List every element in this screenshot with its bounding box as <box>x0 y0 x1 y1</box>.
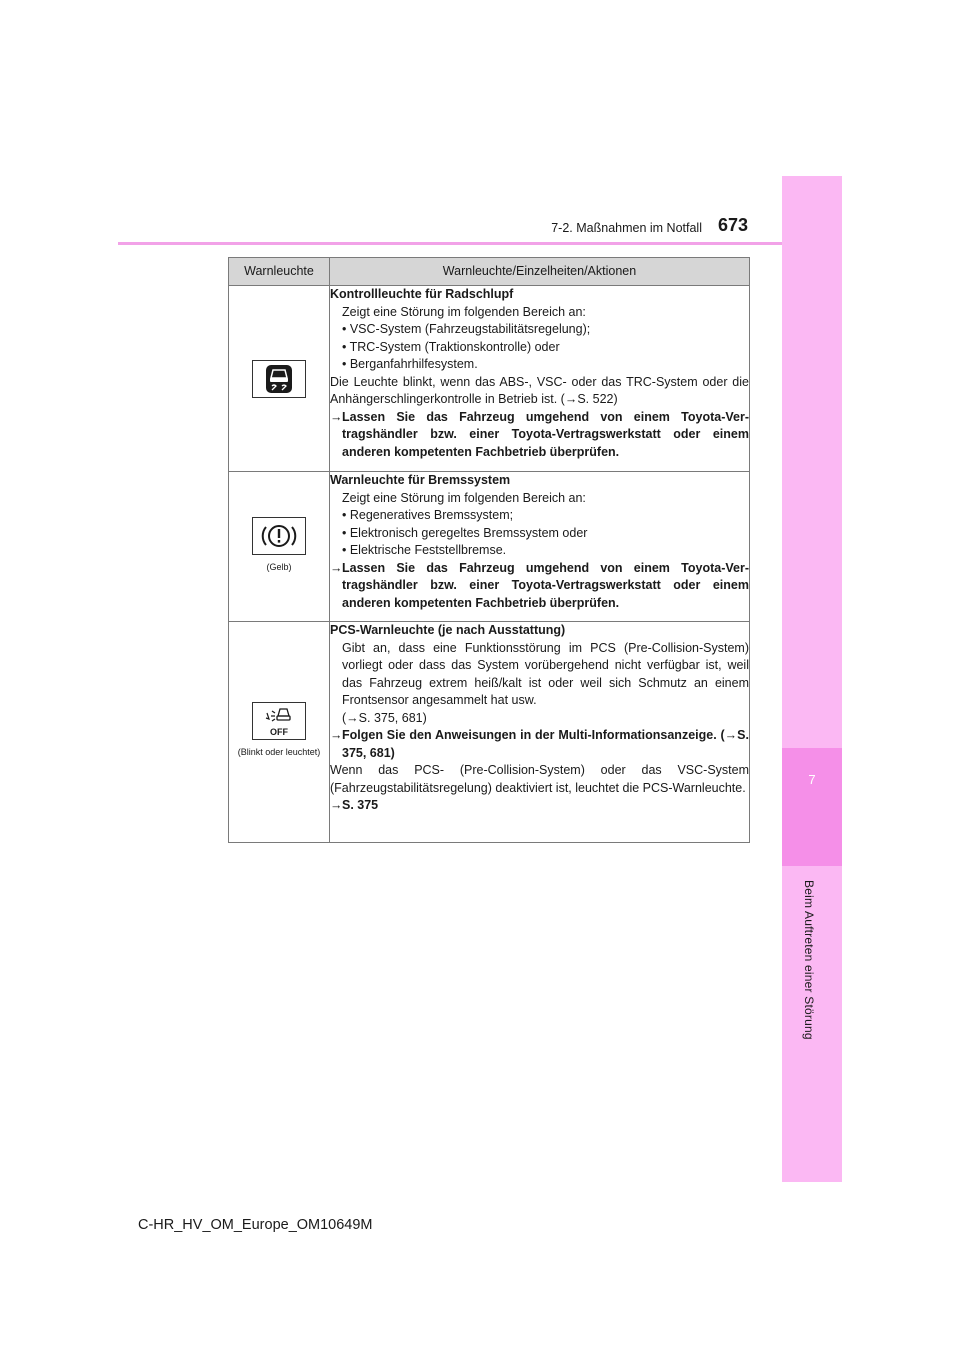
warning-light-table <box>228 257 750 843</box>
row-intro: Zeigt eine Störung im folgenden Bereich an: <box>342 490 586 505</box>
brake-system-warning-icon <box>252 517 306 555</box>
chapter-side-tab-active <box>782 748 842 866</box>
row-final-text: S. 375 <box>342 798 379 812</box>
row-reference: (→S. 375, 681) <box>342 710 427 725</box>
list-item: • TRC-System (Traktionskontrolle) oder <box>342 339 560 354</box>
row-action <box>330 409 749 462</box>
row-note: Wenn das PCS- (Pre-Collision-System) oder das VSC-System (Fahrzeugstabilitätsregelung) deaktiviert ist, leuchtet die PCS-Warnleuchte. <box>330 763 749 795</box>
row-intro: Zeigt eine Störung im folgenden Bereich an: <box>342 304 586 319</box>
description-cell <box>330 472 750 622</box>
icon-cell <box>229 472 330 622</box>
chapter-number: 7 <box>808 772 816 787</box>
document-code: C-HR_HV_OM_Europe_OM10649M <box>138 1217 373 1233</box>
table-row <box>229 472 750 622</box>
page-number: 673 <box>718 215 749 235</box>
table-header-row <box>229 258 750 286</box>
row-action-text: Lassen Sie das Fahrzeug umgehend von einem Toyota-Vertragshändler bzw. einer Toyota-Vertragswerkstatt oder einem anderen kompetenten Fachbetrieb überprüfen. <box>342 409 749 459</box>
row-action <box>330 727 749 762</box>
list-item: • Regeneratives Bremssystem; <box>342 508 514 522</box>
row-intro: Gibt an, dass eine Funktionsstörung im PCS (Pre-Collision-System) vorliegt oder dass das System vorübergehend nicht verfügbar ist, weil das Fahrzeug extrem heiß/kalt ist oder weil sich Schmutz an einem Frontsensor angesammelt hat usw. <box>342 640 749 707</box>
row-title: Kontrollleuchte für Radschlupf <box>330 287 514 301</box>
description-cell <box>330 286 750 472</box>
arrow-icon: → <box>330 409 343 424</box>
row-title: Warnleuchte für Bremssystem <box>330 473 511 487</box>
section-title: 7-2. Maßnahmen im Notfall <box>551 221 702 235</box>
list-item: • Elektrische Feststellbremse. <box>342 543 507 557</box>
icon-caption: (Gelb) <box>266 561 292 572</box>
table-row <box>229 286 750 472</box>
arrow-icon: → <box>330 728 343 742</box>
chapter-title: Beim Auftreten einer Störung <box>802 880 816 1040</box>
icon-cell <box>229 286 330 472</box>
description-cell <box>330 622 750 843</box>
slip-indicator-icon <box>252 360 306 398</box>
column-header-warnleuchte: Warnleuchte <box>229 258 330 286</box>
icon-cell <box>229 622 330 843</box>
row-title: PCS-Warnleuchte (je nach Ausstattung) <box>330 623 566 637</box>
arrow-icon: → <box>330 798 343 812</box>
list-item: • Elektronisch geregeltes Bremssystem oder <box>342 525 588 540</box>
list-item: • VSC-System (Fahrzeugstabilitätsregelung); <box>342 322 591 336</box>
row-action-text: Folgen Sie den Anweisungen in der Multi-Informationsanzeige. (→S. 375, 681) <box>342 728 749 760</box>
pcs-off-warning-icon <box>252 702 306 740</box>
row-action-text: Lassen Sie das Fahrzeug umgehend von einem Toyota-Vertragshändler bzw. einer Toyota-Vertragswerkstatt oder einem anderen kompetenten Fachbetrieb überprüfen. <box>342 560 749 610</box>
row-action <box>330 560 749 613</box>
row-note: Die Leuchte blinkt, wenn das ABS-, VSC- oder das TRC-System oder die Anhängerschlingerkontrolle in Betrieb ist. (→S. 522) <box>330 374 749 406</box>
arrow-icon: → <box>330 560 343 575</box>
table-row <box>229 622 750 843</box>
pcs-off-label: OFF <box>270 727 288 738</box>
header-rule <box>118 242 842 245</box>
list-item: • Berganfahrhilfesystem. <box>342 357 478 371</box>
column-header-details: Warnleuchte/Einzelheiten/Aktionen <box>330 258 750 286</box>
row-final-reference <box>330 797 749 815</box>
icon-caption: (Blinkt oder leuchtet) <box>237 747 321 758</box>
